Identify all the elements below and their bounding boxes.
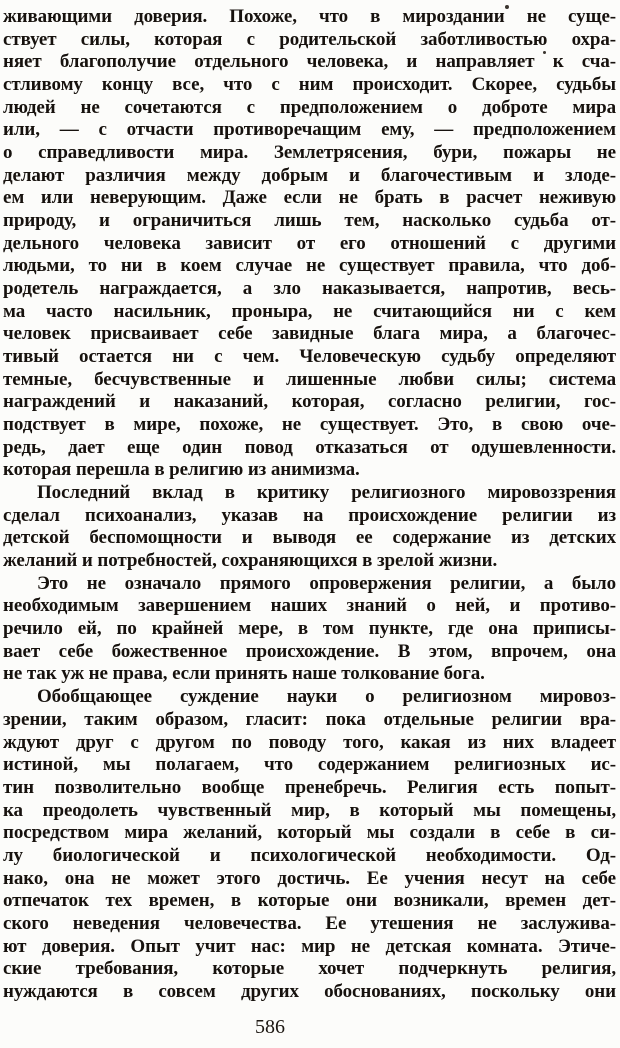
text-line: ствует силы, которая с родительской заботливостью охра- xyxy=(3,28,616,50)
text-line: посредством мира желаний, который мы создали в себе в си- xyxy=(3,822,616,844)
text-line: о справедливости мира. Землетрясения, бури, пожары не xyxy=(3,142,616,164)
text-line: необходимым завершением наших знаний о ней, и противо- xyxy=(3,595,616,617)
text-line: лу биологической и психологической необходимости. Од- xyxy=(3,844,616,866)
text-line: людьми, то ни в коем случае не существует правила, что доб- xyxy=(3,255,616,277)
text-line: людей не сочетаются с предположением о доброте мира xyxy=(3,96,616,118)
text-line: стливому концу все, что с ним происходит. Скорее, судьбы xyxy=(3,74,616,96)
text-line: подствует в мире, похоже, не существует. Это, в свою оче- xyxy=(3,414,616,436)
text-line: или, — с отчасти противоречащим ему, — предположением xyxy=(3,119,616,141)
text-line: ем или неверующим. Даже если не брать в расчет неживую xyxy=(3,187,616,209)
text-line: не так уж не права, если принять наше толкование бога. xyxy=(3,663,485,685)
text-line: ские требования, которые хочет подчеркнуть религия, xyxy=(3,958,616,980)
text-line: отпечаток тех времен, в которые они возникали, времен дет- xyxy=(3,890,616,912)
text-line: дельного человека зависит от его отношений с другими xyxy=(3,232,616,254)
text-line: детской беспомощности и выводя ее содержание из детских xyxy=(3,527,616,549)
page-number: 586 xyxy=(255,1016,285,1038)
text-line: темные, бесчувственные и лишенные любви силы; система xyxy=(3,368,616,390)
text-line: нуждаются в совсем других обоснованиях, поскольку они xyxy=(3,980,616,1002)
text-line: речило ей, по крайней мере, в том пункте, где она приписы- xyxy=(3,618,616,640)
text-line: зрении, таким образом, гласит: пока отдельные религии вра- xyxy=(3,708,616,730)
page-text xyxy=(3,6,616,1004)
text-line: ма часто насильник, проныра, не считающийся ни с кем xyxy=(3,300,616,322)
text-line: редь, дает еще один повод отказаться от одушевленности. xyxy=(3,436,616,458)
text-line: ют доверия. Опыт учит нас: мир не детская комната. Этиче- xyxy=(3,935,616,957)
text-line: человек присваивает себе завидные блага мира, а благочес- xyxy=(3,323,616,345)
text-line: Обобщающее суждение науки о религиозном мировоз- xyxy=(37,686,616,708)
text-line: живающими доверия. Похоже, что в мироздании не суще- xyxy=(3,6,616,27)
text-line: которая перешла в религию из анимизма. xyxy=(3,459,360,481)
text-line: сделал психоанализ, указав на происхождение религии из xyxy=(3,504,616,526)
text-line: ка преодолеть чувственный мир, в который мы помещены, xyxy=(3,799,616,821)
text-line: делают различия между добрым и благочестивым и злоде- xyxy=(3,164,616,186)
text-line: нако, она не может этого достичь. Ее учения несут на себе xyxy=(3,867,616,889)
text-line: Это не означало прямого опровержения религии, а было xyxy=(37,572,616,594)
text-line: ждуют друг с другом по поводу того, какая из них владеет xyxy=(3,731,616,753)
text-line: ского неведения человечества. Ее утешения не заслужива- xyxy=(3,912,616,934)
text-line: награждений и наказаний, которая, согласно религии, гос- xyxy=(3,391,616,413)
text-line: природу, и ограничиться лишь тем, насколько судьба от- xyxy=(3,210,616,232)
text-line: Последний вклад в критику религиозного мировоззрения xyxy=(37,482,616,504)
text-line: истиной, мы полагаем, что содержанием религиозных ис- xyxy=(3,754,616,776)
text-line: вает себе божественное происхождение. В этом, впрочем, она xyxy=(3,640,616,662)
text-line: родетель награждается, а зло наказывается, напротив, весь- xyxy=(3,278,616,300)
text-line: желаний и потребностей, сохраняющихся в зрелой жизни. xyxy=(3,550,498,572)
text-line: тин позволительно вообще пренебречь. Религия есть попыт- xyxy=(3,776,616,798)
text-line: няет благополучие отдельного человека, и направляет к сча- xyxy=(3,51,616,73)
text-line: тивый остается ни с чем. Человеческую судьбу определяют xyxy=(3,346,616,368)
